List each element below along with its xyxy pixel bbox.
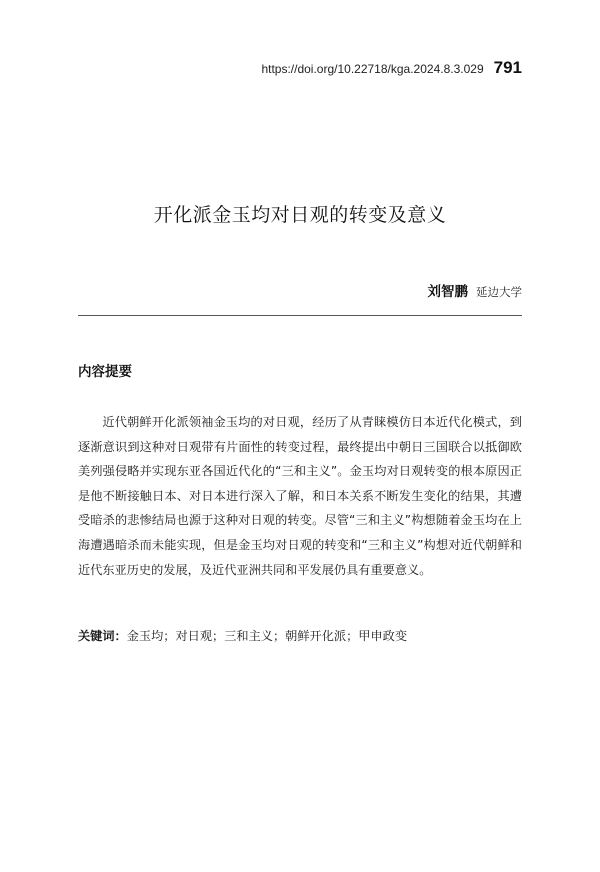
header-divider <box>78 315 522 316</box>
page-number: 791 <box>493 58 522 77</box>
keywords-text: 金玉均；对日观；三和主义；朝鲜开化派；甲申政变 <box>126 629 408 643</box>
author-name: 刘智鹏 <box>427 284 468 300</box>
doi-link[interactable]: https://doi.org/10.22718/kga.2024.8.3.029 <box>261 62 484 76</box>
abstract-body: 近代朝鲜开化派领袖金玉均的对日观，经历了从青睐模仿日本近代化模式，到逐渐意识到这种对日观带有片面性的转变过程，最终提出中朝日三国联合以抵御欧美列强侵略并实现东亚各国近代化的“三和主义”。金玉均对日观转变的根本原因正是他不断接触日本、对日本进行深入了解，和日本关系不断发生变化的结果，其遭受暗杀的悲惨结局也源于这种对日观的转变。尽管“三和主义”构想随着金玉均在上海遭遇暗杀而未能实现，但是金玉均对日观的转变和“三和主义”构想对近代朝鲜和近代东亚历史的发展，及近代亚洲共同和平发展仍具有重要意义。 <box>78 415 522 577</box>
byline <box>428 280 523 300</box>
keywords-section <box>78 624 522 648</box>
abstract-heading: 内容提要 <box>78 364 132 380</box>
keywords-label: 关键词： <box>78 629 127 643</box>
page-header <box>261 58 522 78</box>
author-affiliation: 延边大学 <box>476 285 522 299</box>
article-title: 开化派金玉均对日观的转变及意义 <box>153 204 447 226</box>
